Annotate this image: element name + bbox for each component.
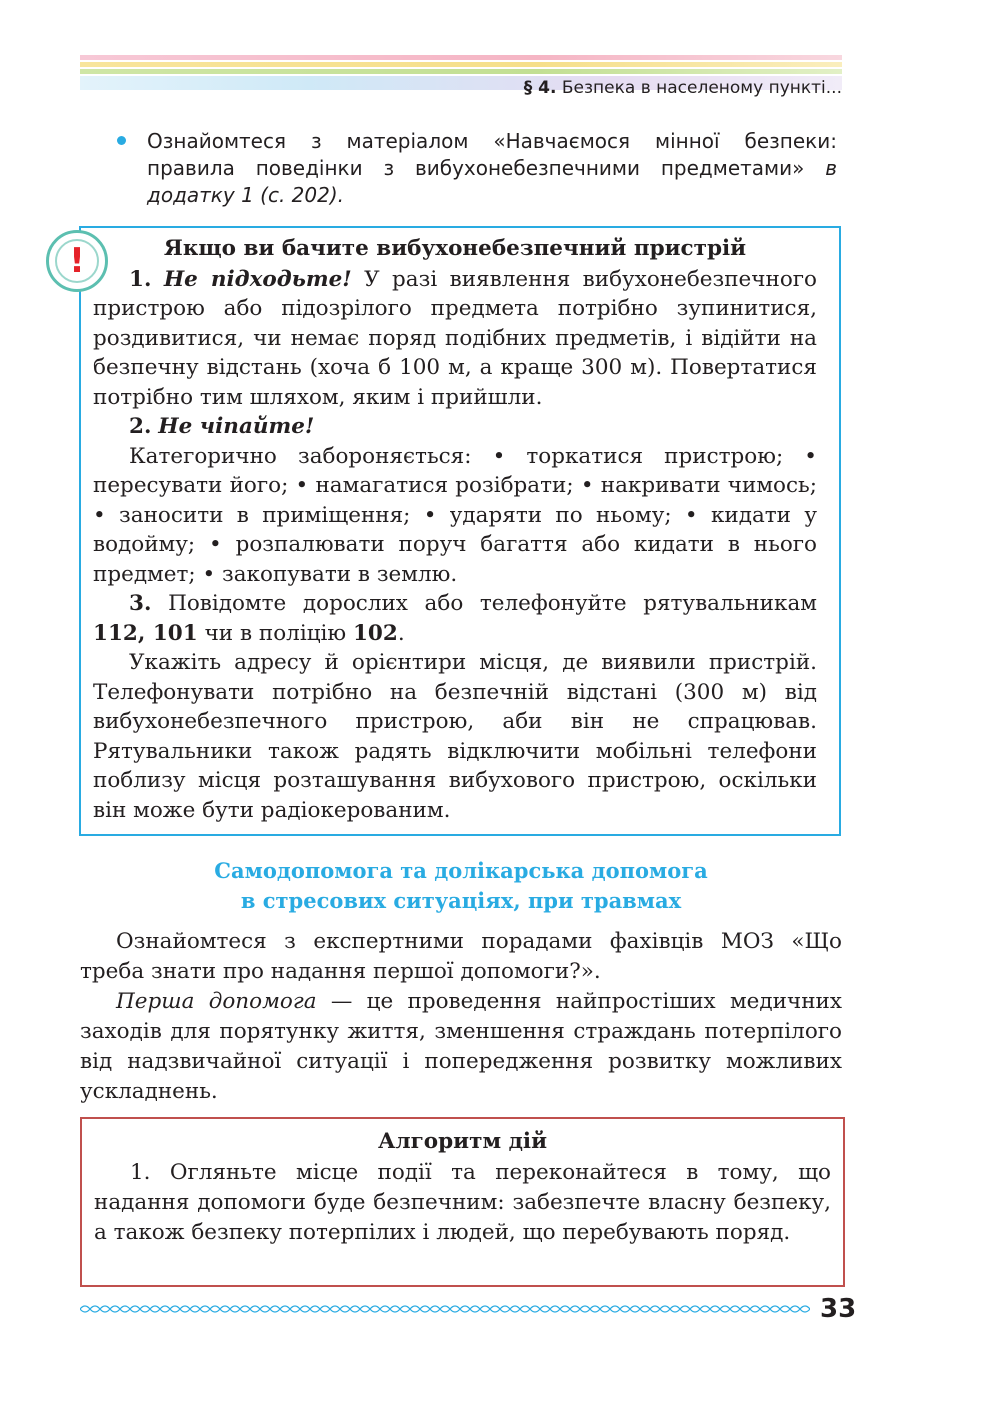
stripe-green [80,69,842,74]
item3-mid: чи в поліцію [204,620,347,646]
footer-wave-ornament [80,1301,810,1317]
warning-item-2-text: Категорично забороняється: • торкатися пристрою; • пересувати його; • намагатися розібрати; • накривати чимось; • заносити в приміщення; • ударяти по ньому; • кидати у водойму; • розпалювати поруч багаття або кидати в нього предмет; • закопувати в землю. [93,443,817,587]
section-heading-line1: Самодопомога та долікарська допомога [214,858,708,883]
section-mark: § 4. [523,78,557,98]
item2-number: 2. [129,414,152,439]
item3-end: . [397,620,405,646]
warning-item-3-extra: Укажіть адресу й орієнтири місця, де виявили пристрій. Телефонувати потрібно на безпечній відстані (300 м) від вибухонебезпечного пристрою, аби він не спрацював. Рятувальники також радять відключити мобільні телефони поблизу місця розташування вибухового пристрою, оскільки він може бути радіокерованим. [93,650,817,823]
warning-item-2-heading [93,412,817,442]
section-heading-line2: в стресових ситуаціях, при травмах [240,888,682,913]
item1-heading: Не підходьте! [163,266,352,292]
page-number: 33 [820,1294,857,1324]
item3-police-number: 102 [352,620,398,646]
section-heading [80,856,842,916]
item2-heading: Не чіпайте! [158,414,315,439]
algorithm-item-1: 1. Огляньте місце події та переконайтеся в тому, що надання допомоги буде безпечним: забезпечте власну безпеку, а також безпеку потерпілих і людей, що перебувають поряд. [94,1160,831,1245]
item3-number: 3. [129,591,152,616]
warning-item-3 [93,589,817,648]
bullet-item [117,128,837,209]
section-title-header: Безпека в населеному пункті... [561,78,842,98]
item3-rescue-numbers: 112, 101 [93,620,198,646]
running-header [524,78,842,98]
algorithm-box [80,1117,845,1287]
warning-exclamation-icon [46,230,108,292]
warning-item-1 [93,265,817,413]
warning-box-title: Якщо ви бачите вибухонебезпечний пристрій [163,236,747,261]
stripe-pink [80,55,842,60]
definition-term: Перша допомога [116,989,317,1014]
body-text [80,927,842,1107]
item1-text: У разі виявлення вибухонебезпечного пристрою або підозрілого предмета потрібно зупинитися, роздивитися, чи немає поряд подібних предметів, і відійти на безпечну відстань (хоча б 100 м, а краще 300 м). Повертатися потрібно тим шляхом, яким і прийшли. [93,266,817,410]
exclamation-mark: ! [69,241,85,281]
body-paragraph-2 [80,987,842,1107]
bullet-main-text: Ознайомтеся з матеріалом «Навчаємося мінної безпеки: правила поведінки з вибухонебезпечними предметами» [147,129,837,180]
bullet-italic-ref: в додатку 1 (с. 202). [147,156,837,207]
bullet-dot-icon [117,136,126,145]
body-paragraph-1: Ознайомтеся з експертними порадами фахівців МОЗ «Що треба знати про надання першої допомоги?». [80,929,842,984]
definition-text: — це проведення найпростіших медичних заходів для порятунку життя, зменшення страждань потерпілого від надзвичайної ситуації і попередження розвитку можливих ускладнень. [80,989,842,1104]
algorithm-box-title: Алгоритм дій [377,1129,548,1154]
warning-icon-inner-ring [55,239,99,283]
bullet-text [147,128,837,209]
warning-box [79,226,841,836]
item3-text: Повідомте дорослих або телефонуйте рятувальникам [168,591,817,616]
item1-number: 1. [129,266,152,292]
stripe-yellow [80,62,842,67]
